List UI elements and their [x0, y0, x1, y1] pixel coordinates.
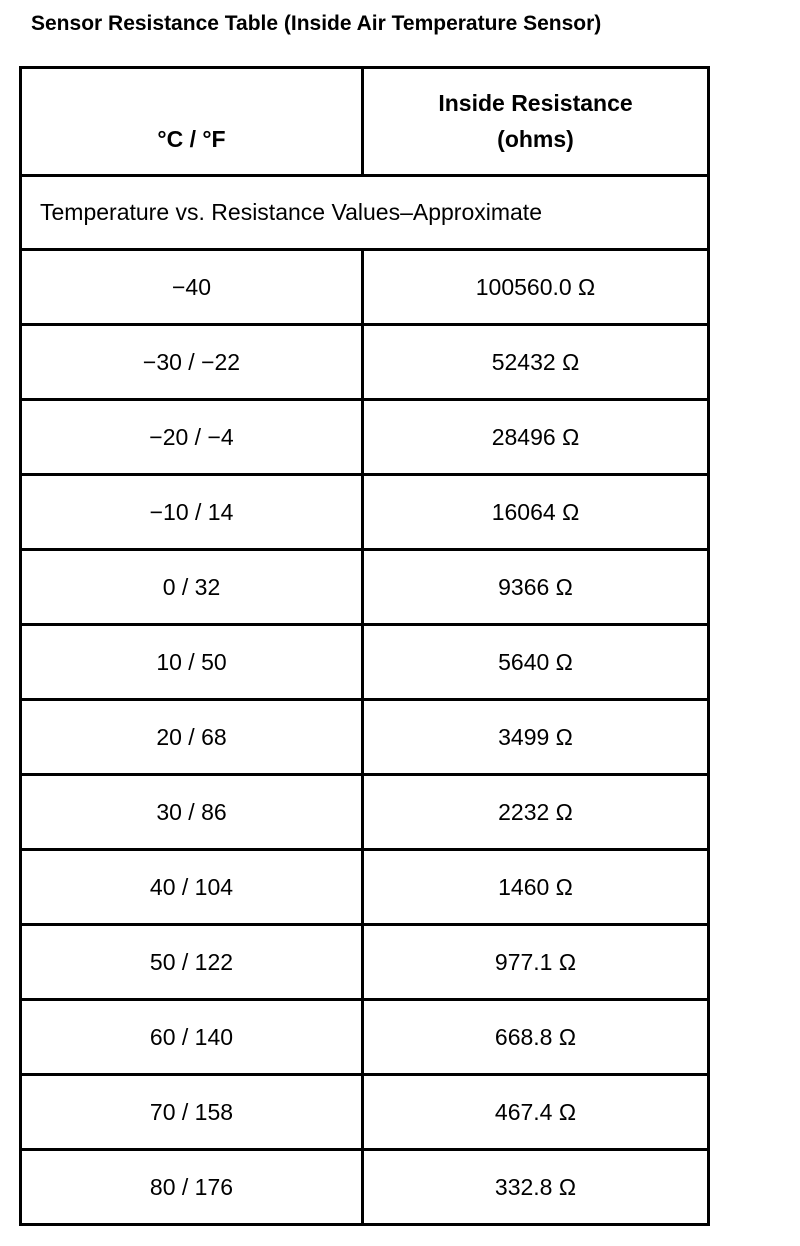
- resistance-cell: 1460 Ω: [363, 850, 709, 925]
- table-row: [21, 250, 709, 325]
- table-row: [21, 400, 709, 475]
- note-row: [21, 176, 709, 250]
- resistance-cell: 2232 Ω: [363, 775, 709, 850]
- header-temperature: °C / °F: [21, 68, 363, 176]
- resistance-cell: 668.8 Ω: [363, 1000, 709, 1075]
- table-row: [21, 1150, 709, 1225]
- temperature-cell: 70 / 158: [21, 1075, 363, 1150]
- temperature-cell: −10 / 14: [21, 475, 363, 550]
- temperature-cell: 80 / 176: [21, 1150, 363, 1225]
- temperature-cell: 10 / 50: [21, 625, 363, 700]
- resistance-cell: 467.4 Ω: [363, 1075, 709, 1150]
- table-row: [21, 775, 709, 850]
- temperature-cell: 60 / 140: [21, 1000, 363, 1075]
- resistance-cell: 9366 Ω: [363, 550, 709, 625]
- table-row: [21, 1000, 709, 1075]
- resistance-cell: 52432 Ω: [363, 325, 709, 400]
- table-row: [21, 475, 709, 550]
- temperature-cell: 30 / 86: [21, 775, 363, 850]
- resistance-cell: 28496 Ω: [363, 400, 709, 475]
- resistance-cell: 16064 Ω: [363, 475, 709, 550]
- temperature-cell: −20 / −4: [21, 400, 363, 475]
- resistance-cell: 3499 Ω: [363, 700, 709, 775]
- temperature-cell: 40 / 104: [21, 850, 363, 925]
- header-resistance-line2: (ohms): [497, 125, 574, 152]
- sensor-resistance-table: [19, 66, 710, 1226]
- temperature-cell: 0 / 32: [21, 550, 363, 625]
- temperature-cell: −30 / −22: [21, 325, 363, 400]
- table-row: [21, 625, 709, 700]
- temperature-cell: 20 / 68: [21, 700, 363, 775]
- header-resistance: [363, 68, 709, 176]
- table-note: Temperature vs. Resistance Values–Approximate: [21, 176, 709, 250]
- page-title: Sensor Resistance Table (Inside Air Temperature Sensor): [31, 12, 602, 35]
- temperature-cell: 50 / 122: [21, 925, 363, 1000]
- table-row: [21, 850, 709, 925]
- table-row: [21, 925, 709, 1000]
- table-row: [21, 700, 709, 775]
- temperature-cell: −40: [21, 250, 363, 325]
- header-row: [21, 68, 709, 176]
- resistance-cell: 332.8 Ω: [363, 1150, 709, 1225]
- table-row: [21, 1075, 709, 1150]
- resistance-cell: 100560.0 Ω: [363, 250, 709, 325]
- table-row: [21, 550, 709, 625]
- resistance-cell: 977.1 Ω: [363, 925, 709, 1000]
- header-resistance-line1: Inside Resistance: [438, 89, 633, 116]
- resistance-cell: 5640 Ω: [363, 625, 709, 700]
- table-body: [21, 68, 709, 1225]
- table-row: [21, 325, 709, 400]
